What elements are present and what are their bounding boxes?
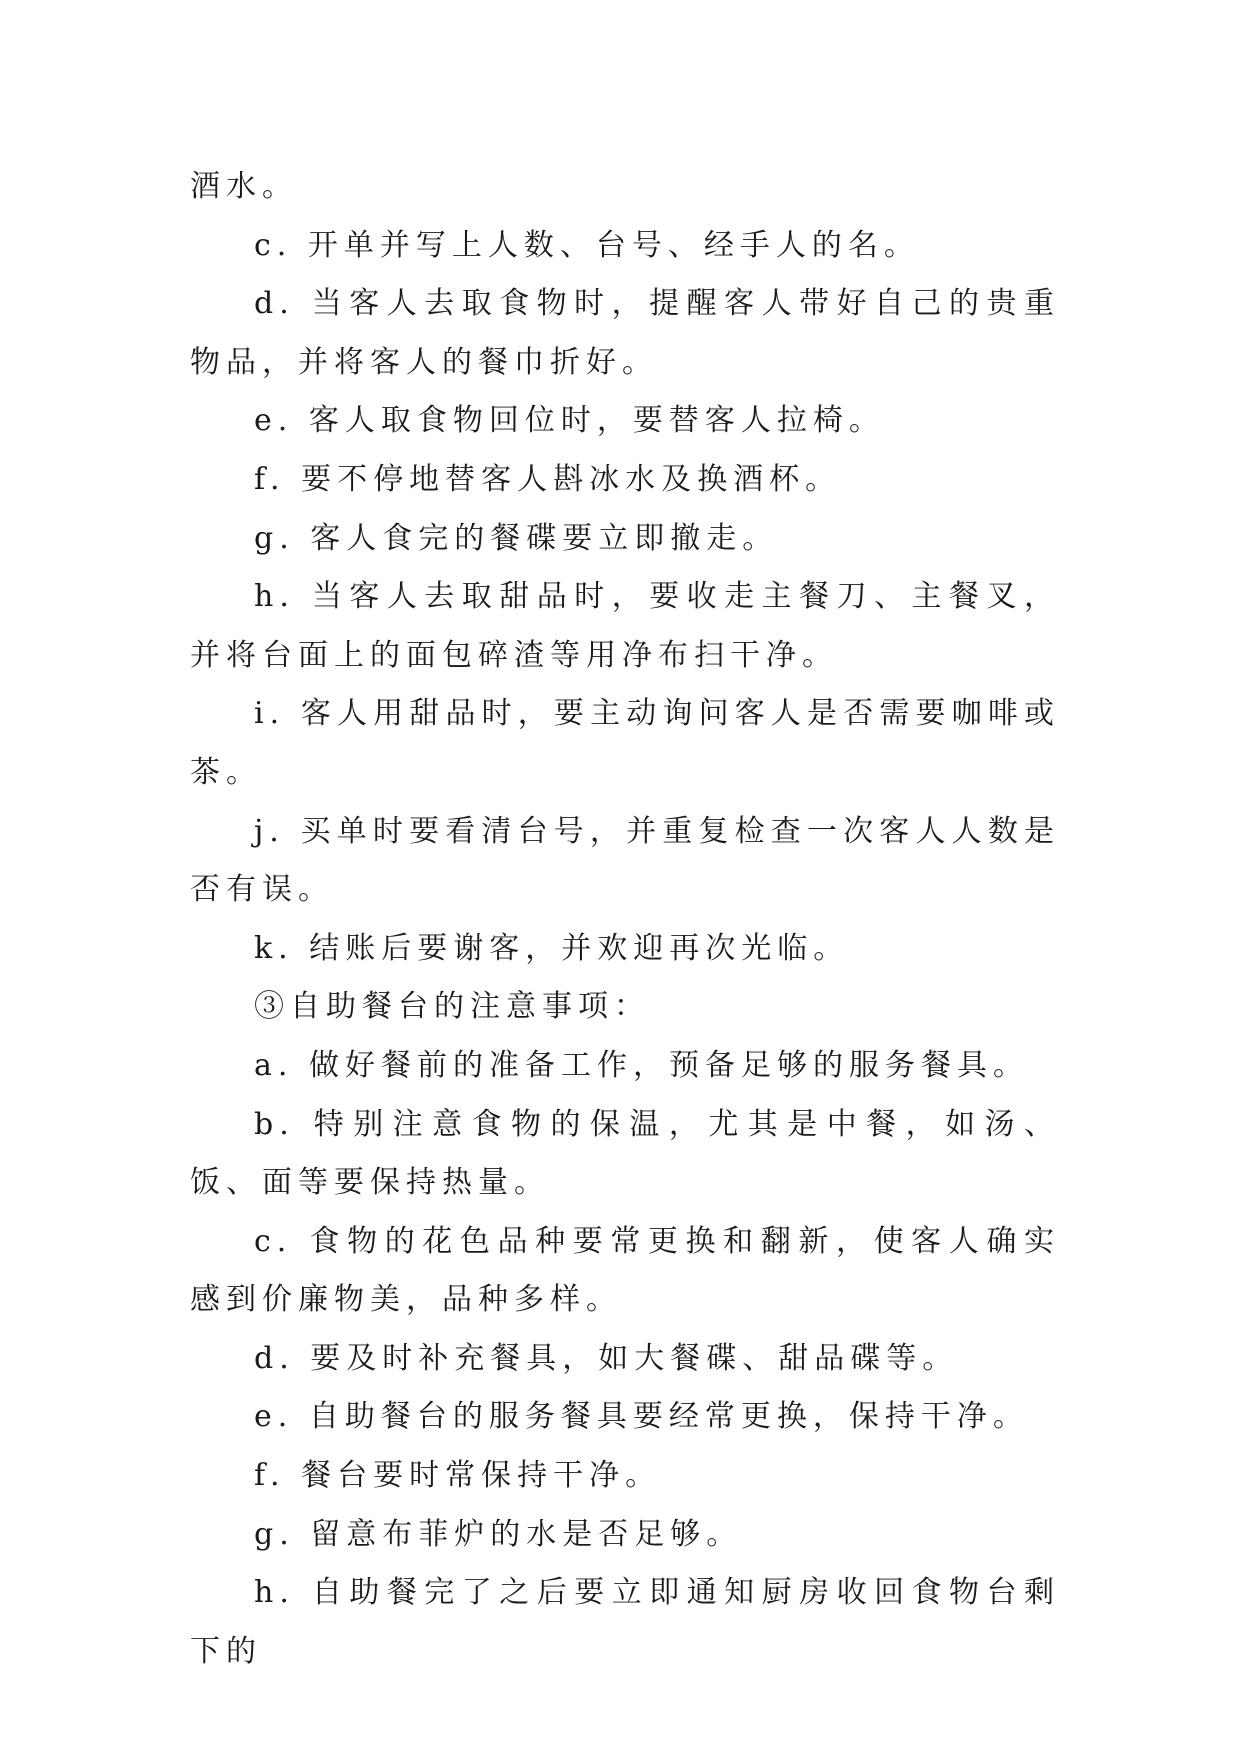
paragraph-buffet-f: f. 餐台要时常保持干净。 (254, 1458, 662, 1494)
paragraph-item-h: h. 当客人去取甜品时，要收走主餐刀、主餐叉，并将台面上的面包碎渣等用净布扫干净。 (190, 579, 1060, 673)
paragraph-buffet-g: g. 留意布菲炉的水是否足够。 (254, 1516, 743, 1552)
paragraph-item-f: f. 要不停地替客人斟冰水及换酒杯。 (254, 461, 842, 497)
paragraph-item-k: k. 结账后要谢客，并欢迎再次光临。 (254, 930, 850, 966)
paragraph-continuation: 酒水。 (190, 169, 298, 204)
paragraph-buffet-a: a. 做好餐前的准备工作，预备足够的服务餐具。 (254, 1047, 1029, 1083)
paragraph-buffet-b: b. 特别注意食物的保温，尤其是中餐，如汤、饭、面等要保持热量。 (190, 1106, 1060, 1201)
paragraph-buffet-c: c. 食物的花色品种要常更换和翻新，使客人确实感到价廉物美，品种多样。 (190, 1223, 1060, 1318)
paragraph-item-g: g. 客人食完的餐碟要立即撤走。 (254, 520, 779, 556)
section-heading-buffet-notes: ③自助餐台的注意事项： (254, 989, 650, 1025)
paragraph-item-j: j. 买单时要看清台号，并重复检查一次客人人数是否有误。 (190, 813, 1060, 908)
paragraph-item-d: d. 当客人去取食物时，提醒客人带好自己的贵重物品，并将客人的餐巾折好。 (190, 286, 1060, 380)
paragraph-item-i: i. 客人用甜品时，要主动询问客人是否需要咖啡或茶。 (190, 696, 1060, 790)
body-text (190, 158, 1060, 1681)
paragraph-buffet-d: d. 要及时补充餐具，如大餐碟、甜品碟等。 (254, 1340, 959, 1376)
paragraph-buffet-e: e. 自助餐台的服务餐具要经常更换，保持干净。 (254, 1399, 1029, 1435)
paragraph-item-c: c. 开单并写上人数、台号、经手人的名。 (254, 227, 920, 263)
paragraph-buffet-h: h. 自助餐完了之后要立即通知厨房收回食物台剩下的 (190, 1575, 1060, 1669)
paragraph-item-e: e. 客人取食物回位时，要替客人拉椅。 (254, 403, 885, 439)
